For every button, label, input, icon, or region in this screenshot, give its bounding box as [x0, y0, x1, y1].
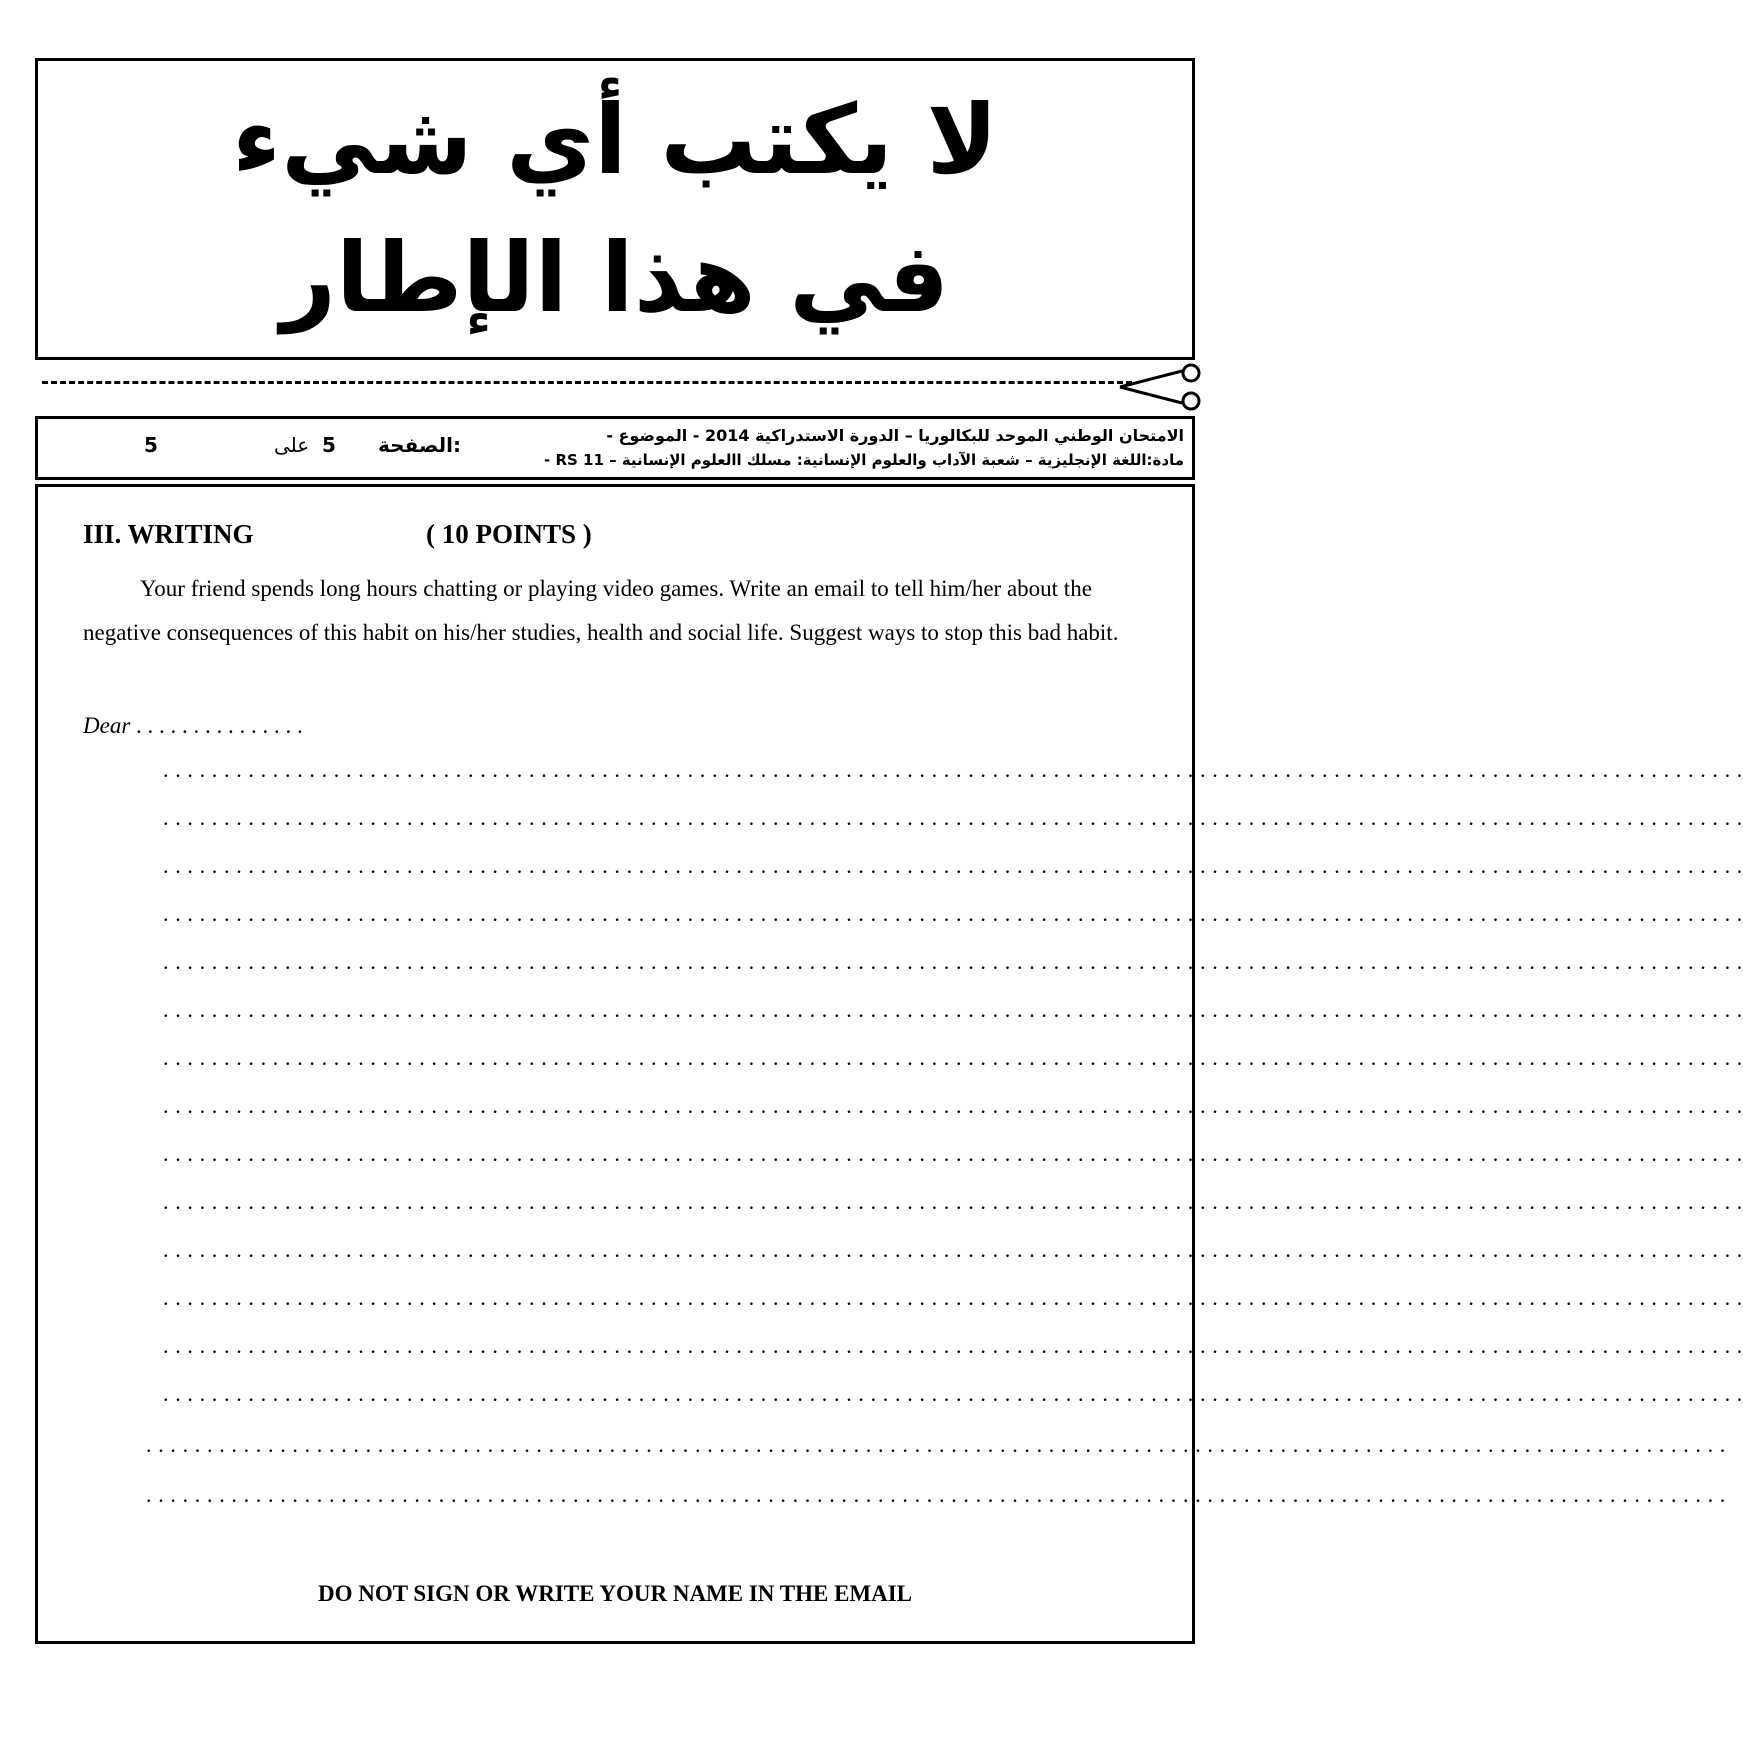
of-label: على: [274, 433, 310, 457]
salutation-dots: . . . . . . . . . . . . . . .: [136, 713, 303, 738]
answer-line[interactable]: . . . . . . . . . . . . . . . . . . . . . . . . . . . . . . . . . . . . . . . . . . . . . . . . . . . . . . . . . . . . . . . . . . . . . . . . . . . . . . . . . . . . . . . . . . . . . . . . . . . . . . . . . . . . . . . . . . . . . . . . . . . . . . . . . .: [146, 1432, 1726, 1457]
writing-prompt: Your friend spends long hours chatting or playing video games. Write an email to tell him/her about the negative consequences of this habit on his/her studies, health and social life. Suggest ways to stop this bad habit.: [83, 576, 1119, 645]
exam-title: الامتحان الوطني الموحد للبكالوريا – الدورة الاستدراكية 2014 - الموضوع -: [606, 426, 1184, 445]
answer-line[interactable]: . . . . . . . . . . . . . . . . . . . . . . . . . . . . . . . . . . . . . . . . . . . . . . . . . . . . . . . . . . . . . . . . . . . . . . . . . . . . . . . . . . . . . . . . . . . . . . . . . . . . . . . . . . . . . . . . . . . . . . . . . . . . . . . . . .: [163, 1141, 1743, 1166]
salutation-word: Dear: [83, 713, 131, 738]
scissors-icon: [1118, 364, 1208, 410]
page-info: [108, 433, 462, 463]
answer-line[interactable]: . . . . . . . . . . . . . . . . . . . . . . . . . . . . . . . . . . . . . . . . . . . . . . . . . . . . . . . . . . . . . . . . . . . . . . . . . . . . . . . . . . . . . . . . . . . . . . . . . . . . . . . . . . . . . . . . . . . . . . . . . . . . . . . . . .: [163, 997, 1743, 1022]
answer-line[interactable]: . . . . . . . . . . . . . . . . . . . . . . . . . . . . . . . . . . . . . . . . . . . . . . . . . . . . . . . . . . . . . . . . . . . . . . . . . . . . . . . . . . . . . . . . . . . . . . . . . . . . . . . . . . . . . . . . . . . . . . . . . . . . . . . . . .: [163, 805, 1743, 830]
exam-header: [35, 416, 1195, 480]
do-not-write-box: [35, 58, 1195, 360]
exam-info: [544, 424, 1184, 472]
writing-section: [35, 484, 1743, 1644]
do-not-write-line-1: لا يكتب أي شيء: [232, 84, 998, 196]
answer-line[interactable]: . . . . . . . . . . . . . . . . . . . . . . . . . . . . . . . . . . . . . . . . . . . . . . . . . . . . . . . . . . . . . . . . . . . . . . . . . . . . . . . . . . . . . . . . . . . . . . . . . . . . . . . . . . . . . . . . . . . . . . . . . . . . . . . . . .: [163, 901, 1743, 926]
page-number: 5: [322, 433, 336, 457]
answer-line[interactable]: . . . . . . . . . . . . . . . . . . . . . . . . . . . . . . . . . . . . . . . . . . . . . . . . . . . . . . . . . . . . . . . . . . . . . . . . . . . . . . . . . . . . . . . . . . . . . . . . . . . . . . . . . . . . . . . . . . . . . . . . . . . . . . . . . .: [163, 1237, 1743, 1262]
cut-line: [42, 381, 1132, 384]
do-not-write-line-2: في هذا الإطار: [280, 222, 950, 334]
section-points: ( 10 POINTS ): [426, 519, 592, 549]
answer-line[interactable]: . . . . . . . . . . . . . . . . . . . . . . . . . . . . . . . . . . . . . . . . . . . . . . . . . . . . . . . . . . . . . . . . . . . . . . . . . . . . . . . . . . . . . . . . . . . . . . . . . . . . . . . . . . . . . . . . . . . . . . . . . . . . . . . . . .: [163, 1045, 1743, 1070]
salutation: [83, 713, 303, 739]
footer-note: DO NOT SIGN OR WRITE YOUR NAME IN THE EMAIL: [317, 1581, 913, 1606]
answer-line[interactable]: . . . . . . . . . . . . . . . . . . . . . . . . . . . . . . . . . . . . . . . . . . . . . . . . . . . . . . . . . . . . . . . . . . . . . . . . . . . . . . . . . . . . . . . . . . . . . . . . . . . . . . . . . . . . . . . . . . . . . . . . . . . . . . . . . .: [163, 1381, 1743, 1406]
answer-line[interactable]: . . . . . . . . . . . . . . . . . . . . . . . . . . . . . . . . . . . . . . . . . . . . . . . . . . . . . . . . . . . . . . . . . . . . . . . . . . . . . . . . . . . . . . . . . . . . . . . . . . . . . . . . . . . . . . . . . . . . . . . . . . . . . . . . . .: [163, 1093, 1743, 1118]
answer-line[interactable]: . . . . . . . . . . . . . . . . . . . . . . . . . . . . . . . . . . . . . . . . . . . . . . . . . . . . . . . . . . . . . . . . . . . . . . . . . . . . . . . . . . . . . . . . . . . . . . . . . . . . . . . . . . . . . . . . . . . . . . . . . . . . . . . . . .: [163, 949, 1743, 974]
exam-subject: مادة:اللغة الإنجليزية – شعبة الآداب والعلوم الإنسانية: مسلك االعلوم الإنسانية – RS 11 -: [543, 451, 1184, 469]
answer-line[interactable]: . . . . . . . . . . . . . . . . . . . . . . . . . . . . . . . . . . . . . . . . . . . . . . . . . . . . . . . . . . . . . . . . . . . . . . . . . . . . . . . . . . . . . . . . . . . . . . . . . . . . . . . . . . . . . . . . . . . . . . . . . . . . . . . . . .: [163, 1189, 1743, 1214]
answer-line[interactable]: . . . . . . . . . . . . . . . . . . . . . . . . . . . . . . . . . . . . . . . . . . . . . . . . . . . . . . . . . . . . . . . . . . . . . . . . . . . . . . . . . . . . . . . . . . . . . . . . . . . . . . . . . . . . . . . . . . . . . . . . . . . . . . . . . .: [163, 853, 1743, 878]
section-title: III. WRITING: [83, 519, 254, 549]
answer-line[interactable]: . . . . . . . . . . . . . . . . . . . . . . . . . . . . . . . . . . . . . . . . . . . . . . . . . . . . . . . . . . . . . . . . . . . . . . . . . . . . . . . . . . . . . . . . . . . . . . . . . . . . . . . . . . . . . . . . . . . . . . . . . . . . . . . . . .: [163, 1333, 1743, 1358]
total-pages: 5: [144, 433, 158, 457]
page-label: الصفحة:: [378, 433, 462, 457]
answer-line[interactable]: . . . . . . . . . . . . . . . . . . . . . . . . . . . . . . . . . . . . . . . . . . . . . . . . . . . . . . . . . . . . . . . . . . . . . . . . . . . . . . . . . . . . . . . . . . . . . . . . . . . . . . . . . . . . . . . . . . . . . . . . . . . . . . . . . .: [163, 757, 1743, 782]
answer-line[interactable]: . . . . . . . . . . . . . . . . . . . . . . . . . . . . . . . . . . . . . . . . . . . . . . . . . . . . . . . . . . . . . . . . . . . . . . . . . . . . . . . . . . . . . . . . . . . . . . . . . . . . . . . . . . . . . . . . . . . . . . . . . . . . . . . . . .: [146, 1482, 1726, 1507]
answer-line[interactable]: . . . . . . . . . . . . . . . . . . . . . . . . . . . . . . . . . . . . . . . . . . . . . . . . . . . . . . . . . . . . . . . . . . . . . . . . . . . . . . . . . . . . . . . . . . . . . . . . . . . . . . . . . . . . . . . . . . . . . . . . . . . . . . . . . .: [163, 1285, 1743, 1310]
